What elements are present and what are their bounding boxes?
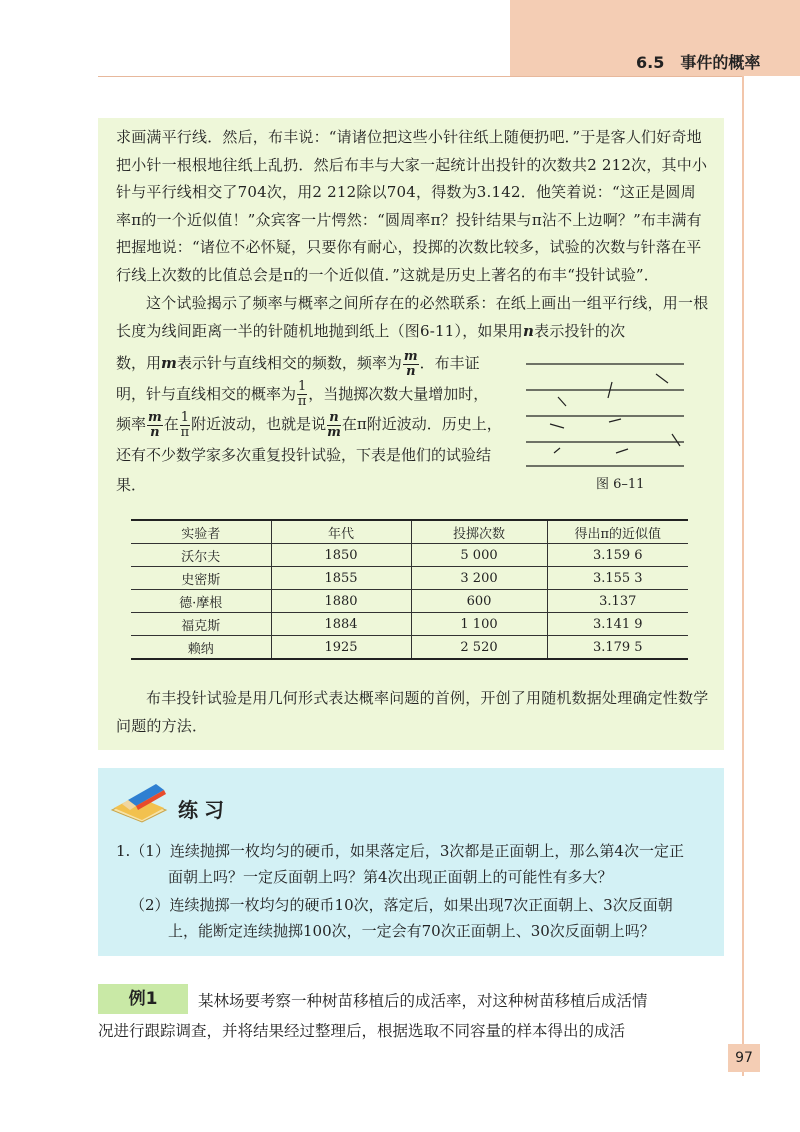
table-cell: 1850 bbox=[271, 544, 411, 567]
figure-caption: 图 6–11 bbox=[596, 477, 645, 492]
column-header: 投掷次数 bbox=[411, 520, 547, 544]
table-cell: 1855 bbox=[271, 567, 411, 590]
needle-figure bbox=[526, 356, 684, 474]
table-cell: 沃尔夫 bbox=[131, 544, 271, 567]
section-title: 6.5 事件的概率 bbox=[636, 53, 761, 72]
fraction-1-over-pi: $\frac{1}{\pi}$ bbox=[297, 379, 307, 409]
table-cell: 德·摩根 bbox=[131, 590, 271, 613]
needle bbox=[672, 434, 680, 446]
table-row bbox=[131, 590, 688, 613]
fraction-m-over-n: $\frac{m}{n}$ bbox=[148, 409, 162, 440]
table-cell: 1 100 bbox=[411, 613, 547, 636]
table-cell: 600 bbox=[411, 590, 547, 613]
example-text-line-1: 某林场要考察一种树苗移植后的成活率，对这种树苗移植后成活情 bbox=[198, 992, 648, 1010]
table-cell: 2 520 bbox=[411, 636, 547, 660]
table-cell: 1880 bbox=[271, 590, 411, 613]
story-paragraph-1: 求画满平行线．然后，布丰说：“请诸位把这些小针往纸上随便扔吧．”于是客人们好奇地把小针一根根地往纸上乱扔．然后布丰与大家一起统计出投针的次数共2 212次，其中小针与平行线相交了704次，用2 212除以704，得数为3.142．他笑着说：“这正是圆周率π的一个近似值！”众宾客一片愕然：“圆周率π？投针结果与π沾不上边啊？”布丰满有把握地说：“诸位不必怀疑，只要你有耐心，投掷的次数比较多，试验的次数与针落在平行线上次数的比值总会是π的一个近似值．”这就是历史上著名的布丰“投针试验”． bbox=[116, 128, 708, 284]
table-row bbox=[131, 613, 688, 636]
column-header: 年代 bbox=[271, 520, 411, 544]
fraction-1-over-pi: $\frac{1}{\pi}$ bbox=[180, 409, 190, 440]
table-cell: 赖纳 bbox=[131, 636, 271, 660]
needle bbox=[550, 424, 564, 428]
column-header: 得出π的近似值 bbox=[547, 520, 688, 544]
pencil-book-icon bbox=[108, 780, 170, 824]
table-cell: 3 200 bbox=[411, 567, 547, 590]
exercise-question-2-line-1: （2）连续抛掷一枚均匀的硬币10次，落定后，如果出现7次正面朝上、3次反面朝 bbox=[130, 896, 673, 914]
table-cell: 1884 bbox=[271, 613, 411, 636]
story-paragraph-3: 数，用m表示针与直线相交的频数，频率为 $\frac{m}{n}$ ．布丰证明，针与直线相交的概率为 $\frac{1}{\pi}$ ，当抛掷次数大量增加时，频率 $\frac{m}{n}$ 在 $\frac{1}{\pi}$ 附近波动，也就是说 $\frac{n}{m}$ 在π附近波动．历史上，还有不少数学家多次重复投针试验，下表是他们的试验结果． bbox=[116, 348, 502, 494]
results-table bbox=[131, 519, 688, 660]
needle bbox=[609, 419, 621, 422]
header-divider bbox=[98, 76, 742, 77]
table-cell: 史密斯 bbox=[131, 567, 271, 590]
table-cell: 福克斯 bbox=[131, 613, 271, 636]
table-cell: 3.159 6 bbox=[547, 544, 688, 567]
needle bbox=[656, 374, 668, 383]
exercise-question-1-line-2: 面朝上吗？一定反面朝上吗？第4次出现正面朝上的可能性有多大？ bbox=[168, 868, 613, 886]
column-header: 实验者 bbox=[131, 520, 271, 544]
page-number: 97 bbox=[728, 1044, 760, 1072]
margin-rule bbox=[742, 76, 744, 1076]
table-header-row bbox=[131, 520, 688, 544]
table-row bbox=[131, 567, 688, 590]
example-label: 例1 bbox=[98, 984, 188, 1014]
table-cell: 3.179 5 bbox=[547, 636, 688, 660]
table-cell: 3.155 3 bbox=[547, 567, 688, 590]
table-cell: 5 000 bbox=[411, 544, 547, 567]
table-row bbox=[131, 636, 688, 660]
exercise-question-1-line-1: 1.（1）连续抛掷一枚均匀的硬币，如果落定后，3次都是正面朝上，那么第4次一定正 bbox=[116, 842, 684, 860]
needle bbox=[616, 449, 628, 453]
table-cell: 3.141 9 bbox=[547, 613, 688, 636]
needle bbox=[558, 397, 566, 406]
needle bbox=[554, 448, 560, 453]
exercise-title: 练习 bbox=[178, 798, 230, 822]
story-paragraph-4: 布丰投针试验是用几何形式表达概率问题的首例，开创了用随机数据处理确定性数学问题的方法． bbox=[116, 689, 709, 735]
table-cell: 1925 bbox=[271, 636, 411, 660]
fraction-n-over-m: $\frac{n}{m}$ bbox=[327, 409, 341, 440]
fraction-m-over-n: $\frac{m}{n}$ bbox=[403, 348, 418, 379]
table-row bbox=[131, 544, 688, 567]
table-cell: 3.137 bbox=[547, 590, 688, 613]
exercise-question-2-line-2: 上，能断定连续抛掷100次，一定会有70次正面朝上、30次反面朝上吗？ bbox=[168, 922, 655, 940]
story-paragraph-2: 这个试验揭示了频率与概率之间所存在的必然联系：在纸上画出一组平行线，用一根长度为线间距离一半的针随机地抛到纸上（图6-11），如果用n表示投针的次 bbox=[116, 294, 709, 340]
example-text-line-2: 况进行跟踪调查，并将结果经过整理后，根据选取不同容量的样本得出的成活 bbox=[98, 1022, 626, 1040]
